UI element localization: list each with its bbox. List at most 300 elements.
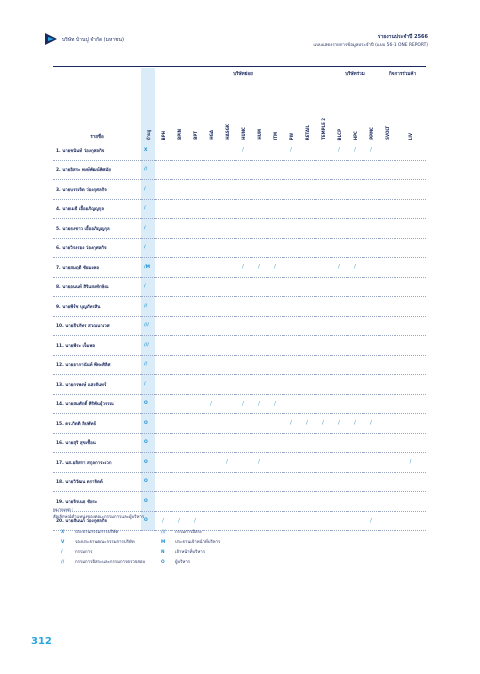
position-mark — [267, 219, 283, 239]
position-mark — [347, 355, 363, 375]
position-mark: / — [331, 258, 347, 278]
position-mark — [347, 199, 363, 219]
position-mark — [395, 336, 426, 356]
column-label: BPIN — [176, 129, 182, 140]
position-mark — [203, 414, 219, 434]
position-mark — [299, 238, 315, 258]
position-mark — [331, 316, 347, 336]
column-header — [267, 81, 283, 141]
position-mark — [331, 375, 347, 395]
position-mark — [155, 297, 171, 317]
legend-item — [161, 548, 205, 555]
position-mark — [347, 433, 363, 453]
position-mark — [251, 433, 267, 453]
name-column-header: รายชื่อ — [90, 135, 104, 140]
position-mark — [219, 238, 235, 258]
position-mark — [251, 316, 267, 336]
position-mark — [331, 277, 347, 297]
director-name: 13. นายกรพงษ์ แสงจันทร์ — [53, 375, 141, 395]
position-mark — [171, 394, 187, 414]
position-mark — [235, 433, 251, 453]
director-name: 14. นายสมศักดิ์ ศิริพันธุ์วรรณ — [53, 394, 141, 414]
table-row — [53, 238, 426, 258]
column-header — [331, 81, 347, 141]
position-mark — [347, 297, 363, 317]
position-mark — [283, 277, 299, 297]
position-mark — [155, 433, 171, 453]
position-mark — [187, 258, 203, 278]
legend-text: กรรมการอิสระและกรรมการตรวจสอบ — [75, 560, 146, 565]
position-mark — [171, 219, 187, 239]
position-mark — [283, 199, 299, 219]
position-mark — [235, 472, 251, 492]
position-mark — [251, 180, 267, 200]
position-mark — [187, 160, 203, 180]
position-mark — [235, 199, 251, 219]
position-mark — [235, 277, 251, 297]
position-mark — [315, 160, 331, 180]
position-mark — [299, 336, 315, 356]
column-label: BPH — [160, 130, 166, 140]
position-mark — [363, 492, 379, 512]
position-mark — [331, 453, 347, 473]
position-mark — [251, 199, 267, 219]
position-mark — [187, 336, 203, 356]
position-mark — [187, 316, 203, 336]
position-mark: / — [363, 511, 379, 531]
banpu-position-code: O — [141, 414, 155, 434]
column-label: TEMPLE 2 — [320, 118, 326, 140]
position-mark: / — [267, 394, 283, 414]
position-mark — [315, 375, 331, 395]
column-label: ITM — [272, 131, 278, 140]
position-mark — [283, 355, 299, 375]
position-mark — [379, 511, 395, 531]
column-header — [395, 81, 426, 141]
position-mark — [379, 160, 395, 180]
position-mark: / — [235, 258, 251, 278]
position-mark — [251, 375, 267, 395]
position-mark — [171, 141, 187, 160]
position-mark — [235, 414, 251, 434]
position-mark — [283, 433, 299, 453]
position-mark — [283, 258, 299, 278]
director-name: 2. นายอิสระ พงษ์พัฒน์พิศมัย — [53, 160, 141, 180]
table-row — [53, 316, 426, 336]
position-mark — [315, 355, 331, 375]
position-mark — [267, 336, 283, 356]
position-mark — [267, 316, 283, 336]
banpu-position-code: O — [141, 511, 155, 531]
legend-text: เจ้าหน้าที่บริหาร — [175, 550, 206, 555]
banpu-position-code: / — [141, 199, 155, 219]
column-label: บ้านปู — [145, 129, 151, 140]
position-mark — [379, 336, 395, 356]
column-label: PPMC — [368, 127, 374, 140]
position-mark — [235, 316, 251, 336]
position-mark: / — [171, 511, 187, 531]
director-name: 20. นายสันนภ์ ว่องกุศลกิจ — [53, 511, 141, 531]
position-mark — [171, 180, 187, 200]
position-mark: / — [267, 258, 283, 278]
position-mark — [267, 433, 283, 453]
position-mark — [379, 375, 395, 395]
column-header — [219, 81, 235, 141]
position-mark — [315, 433, 331, 453]
column-label: LIV — [408, 132, 414, 140]
legend-text: กรรมการอิสระ — [175, 530, 203, 535]
position-mark — [283, 316, 299, 336]
banpu-position-code: / — [141, 277, 155, 297]
position-mark — [315, 199, 331, 219]
banpu-position-code: / — [141, 238, 155, 258]
position-mark — [283, 297, 299, 317]
column-header — [283, 81, 299, 141]
position-mark — [251, 141, 267, 160]
position-mark — [251, 219, 267, 239]
position-mark — [219, 316, 235, 336]
position-mark — [299, 394, 315, 414]
position-mark — [251, 160, 267, 180]
position-mark — [363, 199, 379, 219]
position-mark — [363, 258, 379, 278]
position-mark — [203, 472, 219, 492]
position-mark — [155, 355, 171, 375]
position-mark — [203, 180, 219, 200]
position-mark — [283, 375, 299, 395]
column-header — [141, 81, 155, 141]
position-mark: / — [347, 414, 363, 434]
table-row — [53, 180, 426, 200]
position-mark: / — [251, 453, 267, 473]
position-mark — [331, 355, 347, 375]
position-mark — [379, 141, 395, 160]
position-mark — [379, 258, 395, 278]
position-mark — [155, 219, 171, 239]
position-mark: / — [155, 511, 171, 531]
position-mark — [379, 277, 395, 297]
position-mark — [187, 453, 203, 473]
group-subsidiaries: บริษัทย่อย — [233, 72, 253, 77]
table-row — [53, 414, 426, 434]
position-mark — [347, 394, 363, 414]
position-mark — [219, 472, 235, 492]
banpu-position-code: / — [141, 180, 155, 200]
position-mark — [363, 160, 379, 180]
notes — [53, 506, 353, 520]
position-mark — [155, 316, 171, 336]
position-mark — [379, 219, 395, 239]
director-name: 18. นายวิวัฒน ตราจิตต์ — [53, 472, 141, 492]
position-mark — [331, 472, 347, 492]
position-mark — [219, 141, 235, 160]
position-mark — [219, 160, 235, 180]
position-mark — [219, 355, 235, 375]
position-mark — [155, 141, 171, 160]
board-position-matrix — [53, 68, 426, 531]
position-mark — [187, 414, 203, 434]
position-mark — [363, 180, 379, 200]
position-mark — [251, 238, 267, 258]
position-mark — [395, 316, 426, 336]
position-mark — [219, 219, 235, 239]
director-name: 3. นายบรรเจิด ว่องกุศลกิจ — [53, 180, 141, 200]
position-mark — [219, 297, 235, 317]
report-subtitle: แบบแสดงรายการข้อมูลประจำปี (แบบ 56-1 ONE REPORT) — [313, 43, 428, 48]
column-label: HASGK — [224, 124, 230, 140]
position-mark — [251, 355, 267, 375]
position-mark — [347, 316, 363, 336]
position-mark — [315, 141, 331, 160]
position-mark — [331, 199, 347, 219]
position-mark — [395, 160, 426, 180]
position-mark — [171, 199, 187, 219]
banpu-position-code: O — [141, 492, 155, 512]
position-mark — [267, 160, 283, 180]
position-mark — [203, 336, 219, 356]
director-name: 7. นายสมฤดี ชัยมงคล — [53, 258, 141, 278]
position-mark — [363, 238, 379, 258]
position-mark — [155, 277, 171, 297]
page-number: 312 — [31, 636, 52, 647]
position-mark — [299, 277, 315, 297]
position-mark — [363, 394, 379, 414]
position-mark — [187, 375, 203, 395]
position-mark — [235, 355, 251, 375]
position-mark — [331, 160, 347, 180]
notes-subtitle: สัญลักษณ์ตำแหน่งของคณะกรรมการและผู้บริหาร — [53, 515, 145, 520]
position-mark — [379, 394, 395, 414]
banpu-position-code: // — [141, 355, 155, 375]
position-mark — [155, 375, 171, 395]
banpu-position-code: X — [141, 141, 155, 160]
position-mark: / — [283, 414, 299, 434]
report-title: รายงานประจำปี 2566 — [377, 34, 428, 40]
legend-item — [161, 558, 190, 565]
position-mark — [283, 219, 299, 239]
position-mark — [379, 453, 395, 473]
position-mark — [395, 433, 426, 453]
position-mark — [203, 355, 219, 375]
position-mark — [363, 433, 379, 453]
position-mark — [379, 433, 395, 453]
position-mark — [347, 277, 363, 297]
legend-symbol: / — [61, 550, 63, 555]
position-mark — [171, 414, 187, 434]
legend-text: กรรมการ — [75, 550, 93, 555]
column-label: HUM — [256, 129, 262, 140]
column-header — [155, 81, 171, 141]
table-row — [53, 336, 426, 356]
position-mark — [155, 394, 171, 414]
position-mark: / — [235, 141, 251, 160]
position-mark: / — [395, 453, 426, 473]
position-mark — [251, 414, 267, 434]
table-row — [53, 258, 426, 278]
table-row — [53, 199, 426, 219]
position-mark — [219, 199, 235, 219]
banpu-position-code: O — [141, 453, 155, 473]
position-mark — [315, 453, 331, 473]
position-mark — [251, 472, 267, 492]
position-mark — [347, 453, 363, 473]
position-mark — [395, 258, 426, 278]
position-mark — [395, 141, 426, 160]
position-mark — [267, 141, 283, 160]
position-mark — [235, 375, 251, 395]
position-mark — [155, 199, 171, 219]
position-mark — [283, 238, 299, 258]
column-header — [379, 81, 395, 141]
table-row — [53, 219, 426, 239]
position-mark — [267, 355, 283, 375]
position-mark — [187, 394, 203, 414]
position-mark — [299, 472, 315, 492]
table-row — [53, 141, 426, 160]
position-mark — [171, 433, 187, 453]
column-header — [299, 81, 315, 141]
banpu-position-code: O — [141, 433, 155, 453]
position-mark: / — [347, 258, 363, 278]
position-mark — [299, 316, 315, 336]
table-row — [53, 297, 426, 317]
position-mark: / — [331, 414, 347, 434]
position-mark — [299, 355, 315, 375]
position-mark — [395, 492, 426, 512]
position-mark — [251, 297, 267, 317]
column-label: HPC — [352, 130, 358, 140]
position-mark — [299, 160, 315, 180]
position-mark — [363, 219, 379, 239]
position-mark — [187, 199, 203, 219]
position-mark — [187, 433, 203, 453]
position-mark — [331, 238, 347, 258]
position-mark: / — [347, 141, 363, 160]
director-name: 17. นส.อลิสรา สกุลการะเวก — [53, 453, 141, 473]
position-mark — [315, 180, 331, 200]
legend-symbol: /// — [161, 530, 166, 535]
director-name: 15. ดร.กิตติ ลิปพัทธ์ — [53, 414, 141, 434]
table-row — [53, 433, 426, 453]
table-row — [53, 355, 426, 375]
position-mark — [315, 238, 331, 258]
legend-item — [61, 548, 92, 555]
position-mark — [203, 199, 219, 219]
legend-item — [161, 538, 220, 545]
position-mark — [331, 180, 347, 200]
position-mark — [171, 297, 187, 317]
position-mark — [283, 180, 299, 200]
position-mark — [267, 297, 283, 317]
position-mark — [347, 472, 363, 492]
position-mark — [347, 180, 363, 200]
column-header — [235, 81, 251, 141]
legend-symbol: // — [61, 560, 65, 565]
position-mark: / — [187, 511, 203, 531]
position-mark: / — [331, 141, 347, 160]
position-mark — [155, 180, 171, 200]
position-mark — [363, 453, 379, 473]
position-mark — [379, 355, 395, 375]
position-mark — [347, 375, 363, 395]
column-header — [315, 81, 331, 141]
column-header — [203, 81, 219, 141]
position-mark — [363, 355, 379, 375]
position-mark: / — [235, 394, 251, 414]
position-mark — [155, 336, 171, 356]
position-mark — [203, 375, 219, 395]
position-mark — [267, 277, 283, 297]
position-mark — [267, 199, 283, 219]
position-mark: / — [315, 414, 331, 434]
banpu-position-code: / — [141, 375, 155, 395]
position-mark — [171, 472, 187, 492]
legend-symbol: O — [161, 560, 165, 565]
column-header — [171, 81, 187, 141]
position-mark — [235, 219, 251, 239]
position-mark — [315, 219, 331, 239]
legend-item — [61, 538, 135, 545]
position-mark — [395, 219, 426, 239]
position-mark — [235, 453, 251, 473]
position-mark — [395, 180, 426, 200]
position-mark — [267, 414, 283, 434]
position-mark — [203, 277, 219, 297]
legend-text: ประธานเจ้าหน้าที่บริหาร — [175, 540, 221, 545]
table-row — [53, 277, 426, 297]
position-mark — [315, 394, 331, 414]
position-mark — [219, 414, 235, 434]
position-mark — [395, 199, 426, 219]
position-mark — [331, 336, 347, 356]
position-mark — [299, 375, 315, 395]
position-mark — [379, 492, 395, 512]
position-mark — [187, 355, 203, 375]
position-mark — [219, 258, 235, 278]
position-mark — [251, 277, 267, 297]
legend-symbol: N — [161, 550, 165, 555]
position-mark — [171, 316, 187, 336]
position-mark — [395, 355, 426, 375]
company-name: บริษัท บ้านปู จำกัด (มหาชน) — [62, 37, 124, 43]
legend-symbol: X — [61, 530, 65, 535]
position-mark — [283, 336, 299, 356]
position-mark — [235, 160, 251, 180]
position-mark — [395, 511, 426, 531]
position-mark: / — [363, 141, 379, 160]
banpu-position-code: O — [141, 394, 155, 414]
director-name: 10. นายธีรภัทร สวณนาเวศ — [53, 316, 141, 336]
table-row — [53, 472, 426, 492]
position-mark — [299, 199, 315, 219]
position-mark — [219, 336, 235, 356]
position-mark — [187, 180, 203, 200]
position-mark — [203, 258, 219, 278]
position-mark — [331, 433, 347, 453]
position-mark — [315, 336, 331, 356]
position-mark — [299, 180, 315, 200]
position-mark — [315, 472, 331, 492]
banpu-position-code: /M — [141, 258, 155, 278]
column-header — [251, 81, 267, 141]
position-mark — [203, 316, 219, 336]
column-header — [187, 81, 203, 141]
position-mark — [219, 277, 235, 297]
position-mark — [235, 180, 251, 200]
banpu-group-spacer — [141, 68, 155, 81]
position-mark — [203, 219, 219, 239]
position-mark — [395, 277, 426, 297]
